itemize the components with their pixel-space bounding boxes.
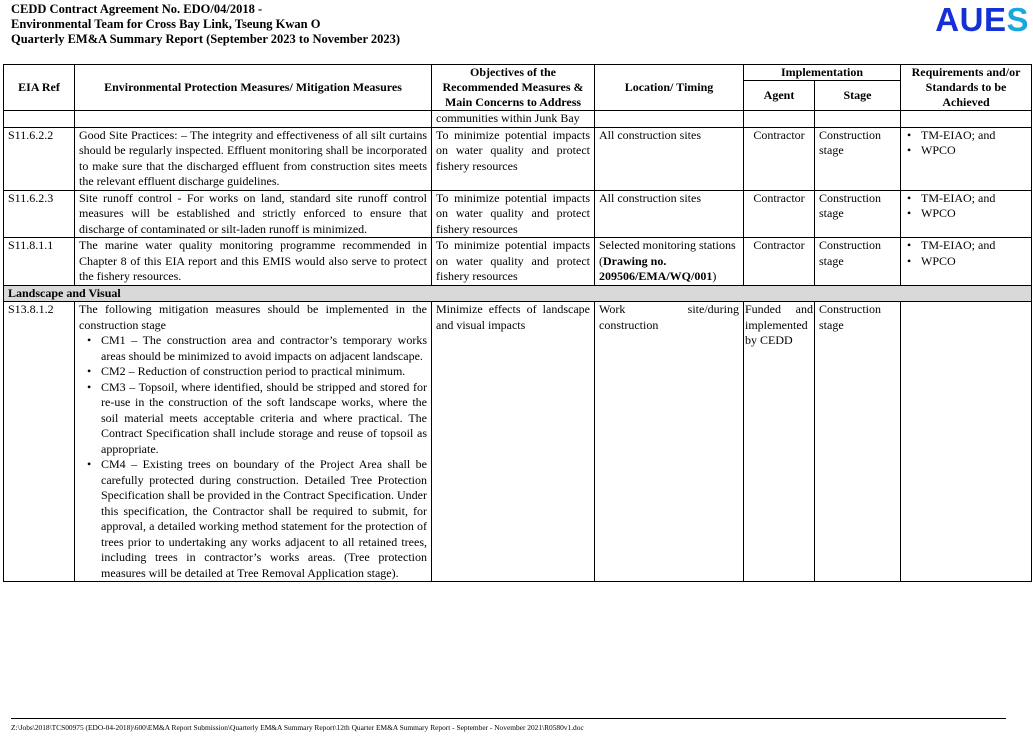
objective-cell: communities within Junk Bay	[432, 111, 595, 128]
table-row	[4, 302, 1032, 582]
objective-cell: To minimize potential impacts on water quality and protect fishery resources	[432, 238, 595, 286]
header-agent: Agent	[744, 81, 815, 111]
location-cell: All construction sites	[595, 127, 744, 190]
table-row	[4, 127, 1032, 190]
section-row-landscape	[4, 285, 1032, 302]
measure-cell: The marine water quality monitoring programme recommended in Chapter 8 of this EIA report and this EMIS would also serve to protect the fishery resources.	[75, 238, 432, 286]
stage-cell: Construction stage	[815, 127, 901, 190]
header-stage: Stage	[815, 81, 901, 111]
requirements-cell: • TM-EIAO; and • WPCO	[901, 127, 1032, 190]
header-objectives: Objectives of the Recommended Measures & Main Concerns to Address	[432, 65, 595, 111]
measure-cell	[75, 302, 432, 582]
measure-cm2: • CM2 – Reduction of construction period to practical minimum.	[101, 364, 427, 380]
requirements-cell: • TM-EIAO; and • WPCO	[901, 190, 1032, 238]
header-contract-line: CEDD Contract Agreement No. EDO/04/2018 -	[11, 2, 263, 16]
eia-ref-cell: S11.6.2.3	[4, 190, 75, 238]
header-report-line: Quarterly EM&A Summary Report (September 2023 to November 2023)	[11, 32, 401, 46]
objective-cell: To minimize potential impacts on water quality and protect fishery resources	[432, 127, 595, 190]
requirements-cell	[901, 302, 1032, 582]
stage-cell: Construction stage	[815, 302, 901, 582]
footer-divider	[11, 718, 1006, 719]
location-cell: Work site/during construction	[595, 302, 744, 582]
eia-ref-cell: S11.8.1.1	[4, 238, 75, 286]
measure-cell: Good Site Practices: – The integrity and effectiveness of all silt curtains should be regularly inspected. Effluent monitoring shall be incorporated to make sure that the discharged effluent from construction sites meets the relevant effluent discharge guidelines.	[75, 127, 432, 190]
measure-cell: Site runoff control - For works on land, standard site runoff control measures will be established and strictly enforced to ensure that discharge of contaminated or silt-laden runoff is minimized.	[75, 190, 432, 238]
drawing-reference: Drawing no. 209506/EMA/WQ/001	[599, 253, 713, 283]
document-header	[11, 2, 400, 47]
location-cell: Selected monitoring stations (Drawing no. 209506/EMA/WQ/001)	[595, 238, 744, 286]
eia-ref-cell: S13.8.1.2	[4, 302, 75, 582]
table-row	[4, 238, 1032, 286]
location-cell: All construction sites	[595, 190, 744, 238]
section-title: Landscape and Visual	[4, 285, 1032, 302]
agent-cell: Funded and implemented by CEDD	[744, 302, 815, 582]
measure-cm4: • CM4 – Existing trees on boundary of the Project Area shall be carefully protected during construction. Detailed Tree Protection Specification shall be provided in the Contract Specification. Under this specification, the Contractor shall be required to submit, for approval, a detailed working method statement for the protection of trees prior to undertaking any works adjacent to all retained trees, including trees in contractor’s works areas. (Tree protection measures will be detailed at Tree Removal Application stage).	[101, 457, 427, 581]
requirements-cell: • TM-EIAO; and • WPCO	[901, 238, 1032, 286]
objective-cell: Minimize effects of landscape and visual impacts	[432, 302, 595, 582]
table-row	[4, 111, 1032, 128]
measure-cm3: • CM3 – Topsoil, where identified, should be stripped and stored for re-use in the construction of the soft landscape works, where the soil material meets acceptable criteria and where practical. The Contract Specification shall include storage and reuse of topsoil as appropriate.	[101, 380, 427, 458]
measure-cm1: • CM1 – The construction area and contractor’s temporary works areas should be minimized to avoid impacts on adjacent landscape.	[101, 333, 427, 364]
header-requirements: Requirements and/or Standards to be Achieved	[901, 65, 1032, 111]
stage-cell: Construction stage	[815, 190, 901, 238]
agent-cell: Contractor	[744, 190, 815, 238]
header-location: Location/ Timing	[595, 65, 744, 111]
aues-logo: AUES	[935, 1, 1029, 38]
agent-cell: Contractor	[744, 238, 815, 286]
header-team-line: Environmental Team for Cross Bay Link, Tseung Kwan O	[11, 17, 321, 31]
footer-file-path: Z:\Jobs\2018\TCS00975 (EDO-04-2018)\600\EM&A Report Submission\Quarterly EM&A Summary Report\12th Quarter EM&A Summary Report - September - November 2021\R0580v1.doc	[11, 723, 584, 732]
stage-cell: Construction stage	[815, 238, 901, 286]
header-implementation: Implementation	[744, 65, 901, 81]
table-row	[4, 190, 1032, 238]
header-eia-ref: EIA Ref	[4, 65, 75, 111]
agent-cell: Contractor	[744, 127, 815, 190]
eia-ref-cell: S11.6.2.2	[4, 127, 75, 190]
objective-cell: To minimize potential impacts on water quality and protect fishery resources	[432, 190, 595, 238]
measure-intro: The following mitigation measures should be implemented in the construction stage	[79, 302, 427, 332]
mitigation-measures-table	[3, 64, 1032, 582]
header-measures: Environmental Protection Measures/ Mitigation Measures	[75, 65, 432, 111]
